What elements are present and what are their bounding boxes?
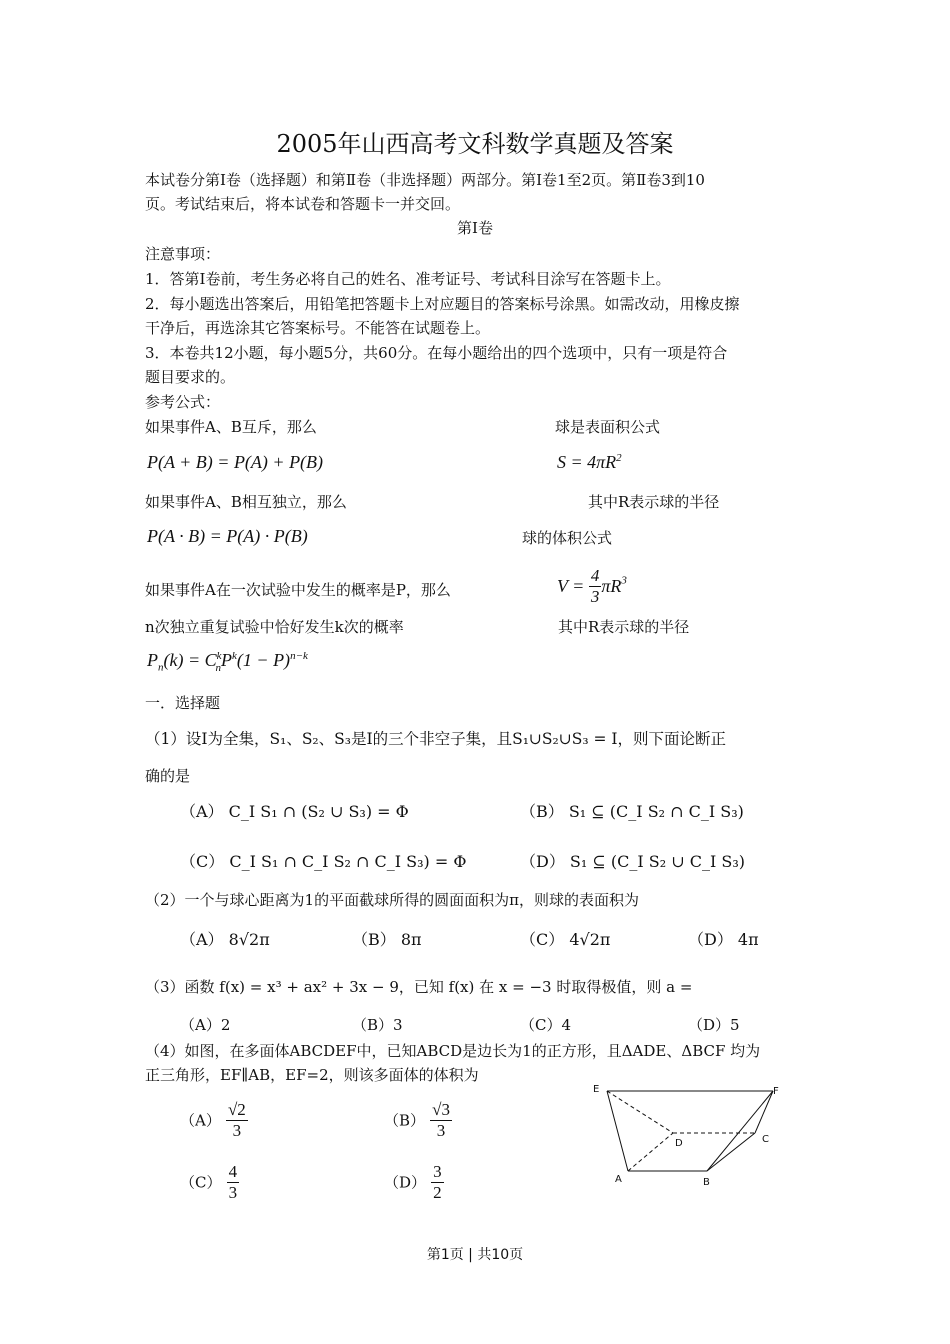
q1-option-d: （D） S₁ ⊆ (C_I S₂ ∪ C_I S₃) (520, 852, 745, 871)
radius-note-2: 其中R表示球的半径 (558, 618, 690, 636)
label-b: B (703, 1177, 710, 1188)
page-title: 2005年山西高考文科数学真题及答案 (276, 130, 674, 158)
sphere-volume-label: 球的体积公式 (522, 529, 613, 547)
edge-ea (607, 1091, 628, 1171)
intro-line-1: 本试卷分第Ⅰ卷（选择题）和第Ⅱ卷（非选择题）两部分。第Ⅰ卷1至2页。第Ⅱ卷3到10 (145, 171, 705, 189)
q4-option-c: （C） $\frac{4}{3}$ (180, 1162, 238, 1202)
edge-bc (707, 1133, 755, 1171)
q4-stem-2: 正三角形，EF∥AB，EF=2，则该多面体的体积为 (145, 1066, 479, 1084)
mutex-label: 如果事件A、B互斥，那么 (145, 418, 317, 436)
edge-cf (755, 1091, 773, 1133)
edge-ad-hidden (628, 1133, 673, 1171)
q3-option-d: （D）5 (688, 1016, 740, 1034)
q3-stem: （3）函数 f(x) = x³ + ax² + 3x − 9，已知 f(x) 在 x = −3 时取得极值，则 a = (145, 978, 693, 996)
q3-option-b: （B）3 (352, 1016, 403, 1034)
q2-option-c: （C） 4√2π (520, 930, 611, 949)
q1-option-a: （A） C_I S₁ ∩ (S₂ ∪ S₃) = Φ (180, 802, 409, 821)
q4-option-a-fraction: $\frac{√2}{3}$ (227, 1100, 246, 1140)
q2-option-b: （B） 8π (352, 930, 422, 949)
q4-option-d: （D） $\frac{3}{2}$ (384, 1162, 442, 1202)
n-trials-label: n次独立重复试验中恰好发生k次的概率 (145, 618, 404, 636)
formula-multiplication: P(A · B) = P(A) · P(B) (147, 526, 308, 546)
formula-binomial: $P_n(k) = C^k_nP^k(1 - P)^{n-k}$ (147, 650, 308, 674)
section-heading: 第Ⅰ卷 (457, 219, 493, 237)
q4-option-a: （A） $\frac{√2}{3}$ (180, 1100, 246, 1140)
label-f: F (773, 1086, 779, 1097)
q2-option-a: （A） 8√2π (180, 930, 270, 949)
note-2b: 干净后，再选涂其它答案标号。不能答在试题卷上。 (145, 319, 491, 337)
label-e: E (593, 1084, 600, 1095)
edge-ed-hidden (607, 1091, 673, 1133)
q4-option-d-fraction: $\frac{3}{2}$ (433, 1162, 442, 1202)
part-one-heading: 一．选择题 (145, 694, 221, 712)
q2-option-d: （D） 4π (688, 930, 759, 949)
probability-label: 如果事件A在一次试验中发生的概率是P，那么 (145, 581, 451, 599)
q2-stem: （2）一个与球心距离为1的平面截球所得的圆面面积为π，则球的表面积为 (145, 891, 639, 909)
radius-note-1: 其中R表示球的半径 (588, 493, 720, 511)
q1-option-c: （C） C_I S₁ ∩ C_I S₂ ∩ C_I S₃) = Φ (180, 852, 467, 871)
label-c: C (762, 1134, 769, 1145)
q4-stem-1: （4）如图，在多面体ABCDEF中，已知ABCD是边长为1的正方形，且ΔADE、ΔBCF 均为 (145, 1042, 761, 1060)
notes-heading: 注意事项： (145, 245, 221, 263)
label-a: A (615, 1174, 622, 1185)
note-3a: 3．本卷共12小题，每小题5分，共60分。在每小题给出的四个选项中，只有一项是符合 (145, 344, 728, 362)
formula-addition: P(A + B) = P(A) + P(B) (147, 452, 324, 472)
sphere-area-label: 球是表面积公式 (555, 418, 661, 436)
note-2a: 2．每小题选出答案后，用铅笔把答题卡上对应题目的答案标号涂黑。如需改动，用橡皮擦 (145, 295, 740, 313)
q3-option-c: （C）4 (520, 1016, 572, 1034)
q1-option-b: （B） S₁ ⊆ (C_I S₂ ∩ C_I S₃) (520, 802, 744, 821)
q1-stem-2: 确的是 (145, 767, 191, 785)
independent-label: 如果事件A、B相互独立，那么 (145, 493, 347, 511)
q4-option-c-fraction: $\frac{4}{3}$ (228, 1162, 238, 1202)
q3-option-a: （A）2 (180, 1016, 231, 1034)
q4-option-b-fraction: $\frac{√3}{3}$ (432, 1100, 450, 1140)
formula-sphere-volume: V = $\frac{4}{3}$ $\pi R^3$ (557, 566, 627, 606)
volume-fraction: $\frac{4}{3}$ (590, 566, 600, 606)
q4-option-b: （B） $\frac{√3}{3}$ (384, 1100, 450, 1140)
note-1: 1．答第Ⅰ卷前，考生务必将自己的姓名、准考证号、考试科目涂写在答题卡上。 (145, 270, 671, 288)
polyhedron-figure (585, 1078, 785, 1193)
formulas-heading: 参考公式： (145, 393, 221, 411)
note-3b: 题目要求的。 (145, 368, 236, 386)
page-footer: 第1页 | 共10页 (426, 1247, 524, 1263)
label-d: D (675, 1138, 683, 1149)
intro-line-2: 页。考试结束后，将本试卷和答题卡一并交回。 (145, 195, 461, 213)
formula-sphere-area: $S = 4\pi R^2$ (557, 452, 622, 472)
edge-bf (707, 1091, 773, 1171)
q1-stem-1: （1）设I为全集，S₁、S₂、S₃是I的三个非空子集，且S₁∪S₂∪S₃ = I，则下面论断正 (145, 730, 727, 748)
